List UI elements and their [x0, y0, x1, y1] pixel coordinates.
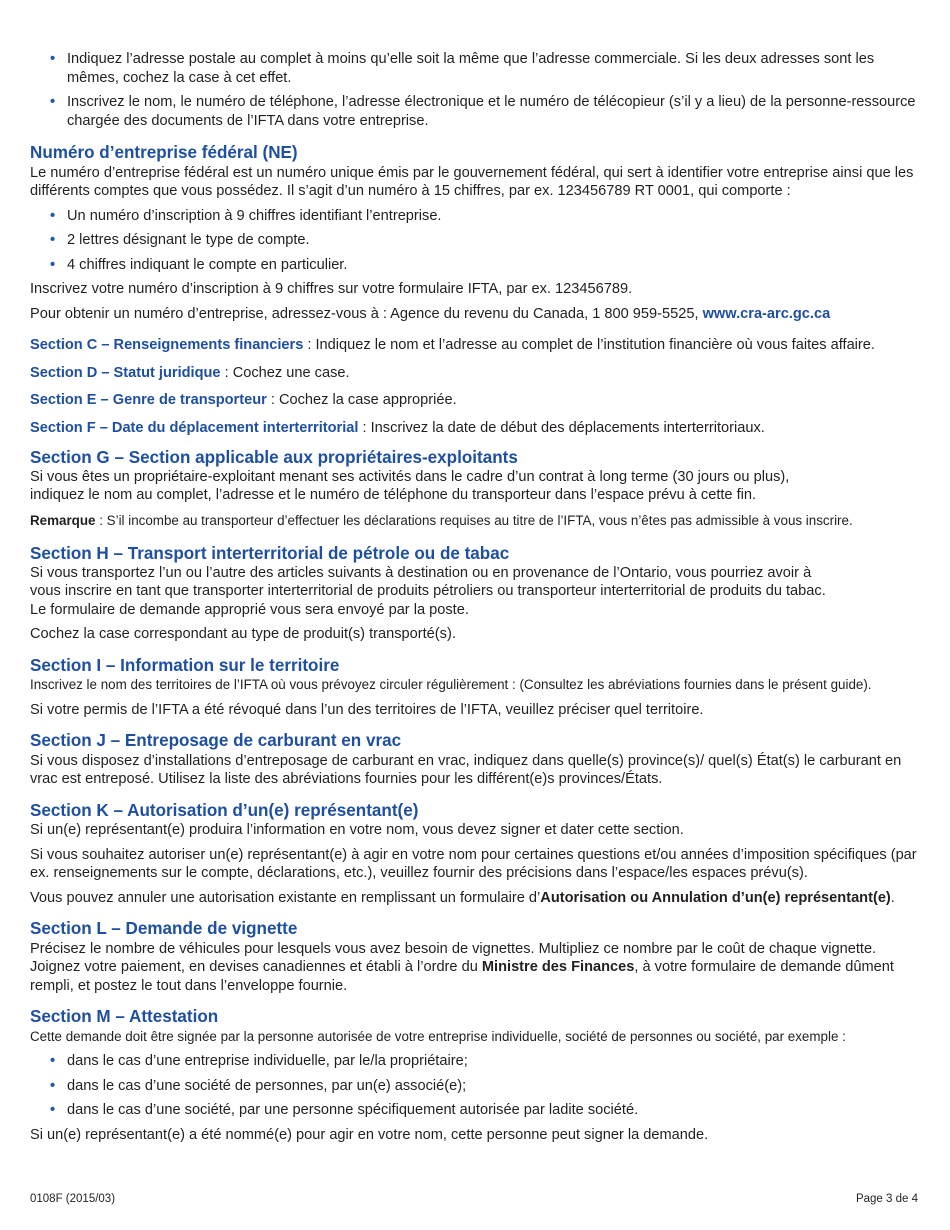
list-item [30, 207, 922, 226]
section-e-label: Section E – Genre de transporteur [30, 392, 267, 408]
form-name: Autorisation ou Annulation d’un(e) représentant(e) [540, 889, 891, 906]
section-k-text-end: . [890, 889, 895, 906]
section-h-line-3: Le formulaire de demande approprié vous sera envoyé par la poste. [30, 601, 469, 618]
section-d-text: : Cochez une case. [220, 364, 350, 381]
payee-name: Ministre des Finances [481, 959, 635, 975]
ne-bullets [30, 207, 922, 275]
ne-paragraph-3 [30, 305, 922, 324]
section-g-note [30, 512, 922, 531]
section-m-paragraph: Cette demande doit être signée par la personne autorisée de votre entreprise individuelle, société de personnes ou société, par exemple : [30, 1028, 846, 1044]
section-j-paragraph: Si vous disposez d’installations d’entreposage de carburant en vrac, indiquez dans quelle(s) province(s)/ quel(s) État(s) le carburant en vrac est entreposé. Utilisez la liste des abréviations fournies pour les différent(e)s provinces/États. [30, 752, 902, 787]
bullet-icon: • [50, 51, 56, 67]
section-k-paragraph-3 [30, 889, 922, 908]
section-j-heading: Section J – Entreposage de carburant en vrac [30, 731, 402, 750]
bullet-icon: • [50, 1077, 56, 1094]
list-item-text: dans le cas d’une société, par une personne spécifiquement autorisée par ladite société. [67, 1102, 639, 1118]
cra-link[interactable]: www.cra-arc.gc.ca [702, 305, 831, 322]
section-f-label: Section F – Date du déplacement interterritorial [30, 419, 359, 436]
section-c-label: Section C – Renseignements financiers [30, 337, 304, 353]
ne-paragraph-2: Inscrivez votre numéro d’inscription à 9 chiffres sur votre formulaire IFTA, par ex. 123456789. [30, 281, 633, 297]
section-g-line-1: Si vous êtes un propriétaire-exploitant menant ses activités dans le cadre d’un contrat à long terme (30 jours ou plus), [30, 468, 790, 485]
section-c-text: : Indiquez le nom et l’adresse au complet de l’institution financière où vous faites affaire. [303, 337, 875, 353]
section-m-heading: Section M – Attestation [30, 1007, 219, 1026]
section-i-paragraph-2: Si votre permis de l’IFTA a été révoqué dans l’un des territoires de l’IFTA, veuillez préciser quel territoire. [30, 701, 704, 718]
section-h-heading: Section H – Transport interterritorial de pétrole ou de tabac [30, 544, 510, 563]
section-h-paragraph-2: Cochez la case correspondant au type de produit(s) transporté(s). [30, 626, 456, 642]
list-item [30, 1101, 922, 1120]
ne-heading: Numéro d’entreprise fédéral (NE) [30, 143, 298, 162]
list-item-text: dans le cas d’une entreprise individuelle, par le/la propriétaire; [67, 1053, 468, 1069]
document-body [30, 50, 922, 1144]
section-g-line-2: indiquez le nom au complet, l’adresse et le numéro de téléphone du transporteur dans l’espace prévu à cette fin. [30, 487, 757, 503]
bullet-icon: • [50, 1053, 56, 1069]
section-i-paragraph-1: Inscrivez le nom des territoires de l’IFTA où vous prévoyez circuler régulièrement : (Consultez les abréviations fournies dans le présent guide). [30, 677, 872, 692]
page-number: Page 3 de 4 [855, 1193, 918, 1205]
section-k-heading: Section K – Autorisation d’un(e) représentant(e) [30, 800, 419, 820]
section-k-text: Vous pouvez annuler une autorisation existante en remplissant un formulaire d’ [30, 889, 541, 906]
list-item [30, 50, 922, 87]
form-id: 0108F (2015/03) [30, 1193, 116, 1205]
section-g-heading: Section G – Section applicable aux propriétaires-exploitants [30, 448, 518, 467]
list-item-text: Indiquez l’adresse postale au complet à moins qu’elle soit la même que l’adresse commerciale. Si les deux adresses sont les mêmes, cochez la case à cet effet. [67, 51, 875, 86]
bullet-icon: • [50, 1102, 56, 1118]
section-k-paragraph-1: Si un(e) représentant(e) produira l’information en votre nom, vous devez signer et dater cette section. [30, 822, 684, 838]
intro-bullets [30, 50, 922, 130]
list-item [30, 256, 922, 275]
list-item-text: dans le cas d’une société de personnes, par un(e) associé(e); [67, 1077, 467, 1094]
list-item [30, 1077, 922, 1096]
section-l-paragraph [30, 940, 922, 996]
section-m-paragraph-2: Si un(e) représentant(e) a été nommé(e) pour agir en votre nom, cette personne peut signer la demande. [30, 1126, 709, 1143]
list-item [30, 1052, 922, 1071]
section-f [30, 419, 922, 438]
section-c [30, 336, 922, 355]
section-d [30, 364, 922, 383]
bullet-icon: • [50, 256, 56, 273]
list-item-text: 4 chiffres indiquant le compte en particulier. [67, 256, 348, 273]
section-f-text: : Inscrivez la date de début des déplacements interterritoriaux. [358, 419, 765, 436]
section-l-text-end: , à votre formulaire de demande dûment rempli, et postez le tout dans l’enveloppe fournie. [30, 959, 894, 994]
section-d-label: Section D – Statut juridique [30, 364, 221, 381]
note-label: Remarque [30, 512, 96, 528]
section-l-text: Précisez le nombre de véhicules pour lesquels vous avez besoin de vignettes. Multipliez ce nombre par le coût de chaque vignette. Joignez votre paiement, en devises canadiennes et établi à l’ordre du [30, 940, 877, 975]
bullet-icon: • [50, 207, 56, 224]
section-l-heading: Section L – Demande de vignette [30, 919, 298, 938]
section-h-line-2: vous inscrire en tant que transporter interterritorial de produits pétroliers ou transporteur interterritorial de produits du tabac. [30, 583, 826, 599]
section-h-line-1: Si vous transportez l’un ou l’autre des articles suivants à destination ou en provenance de l’Ontario, vous pourriez avoir à [30, 564, 812, 581]
section-e-text: : Cochez la case appropriée. [266, 392, 457, 408]
bullet-icon: • [50, 94, 56, 110]
ne-contact-text: Pour obtenir un numéro d’entreprise, adressez-vous à : Agence du revenu du Canada, 1 800 959-5525, [30, 305, 699, 322]
section-e [30, 391, 922, 410]
section-m-bullets [30, 1052, 922, 1120]
ne-paragraph: Le numéro d’entreprise fédéral est un numéro unique émis par le gouvernement fédéral, qui sert à identifier votre entreprise ainsi que les différents comptes que vous possédez. Il s’agit d’un numéro à 15 chiffres, par ex. 123456789 RT 0001, qui comporte : [30, 164, 914, 199]
bullet-icon: • [50, 232, 56, 248]
list-item-text: Un numéro d’inscription à 9 chiffres identifiant l’entreprise. [67, 207, 442, 224]
list-item [30, 231, 922, 250]
list-item-text: Inscrivez le nom, le numéro de téléphone, l’adresse électronique et le numéro de télécopieur (s’il y a lieu) de la personne-ressource chargée des documents de l’IFTA dans votre entreprise. [67, 94, 916, 129]
list-item-text: 2 lettres désignant le type de compte. [67, 232, 310, 248]
section-i-heading: Section I – Information sur le territoire [30, 655, 340, 675]
section-k-paragraph-2: Si vous souhaitez autoriser un(e) représentant(e) à agir en votre nom pour certaines questions et/ou années d’imposition spécifiques (par ex. renseignements sur le compte, déclarations, etc.), veuillez fournir des précisions dans l’espace/les espaces prévu(s). [30, 846, 917, 881]
list-item [30, 93, 922, 130]
note-text: : S’il incombe au transporteur d’effectuer les déclarations requises au titre de l’IFTA, vous n’êtes pas admissible à vous inscrire. [95, 512, 853, 528]
